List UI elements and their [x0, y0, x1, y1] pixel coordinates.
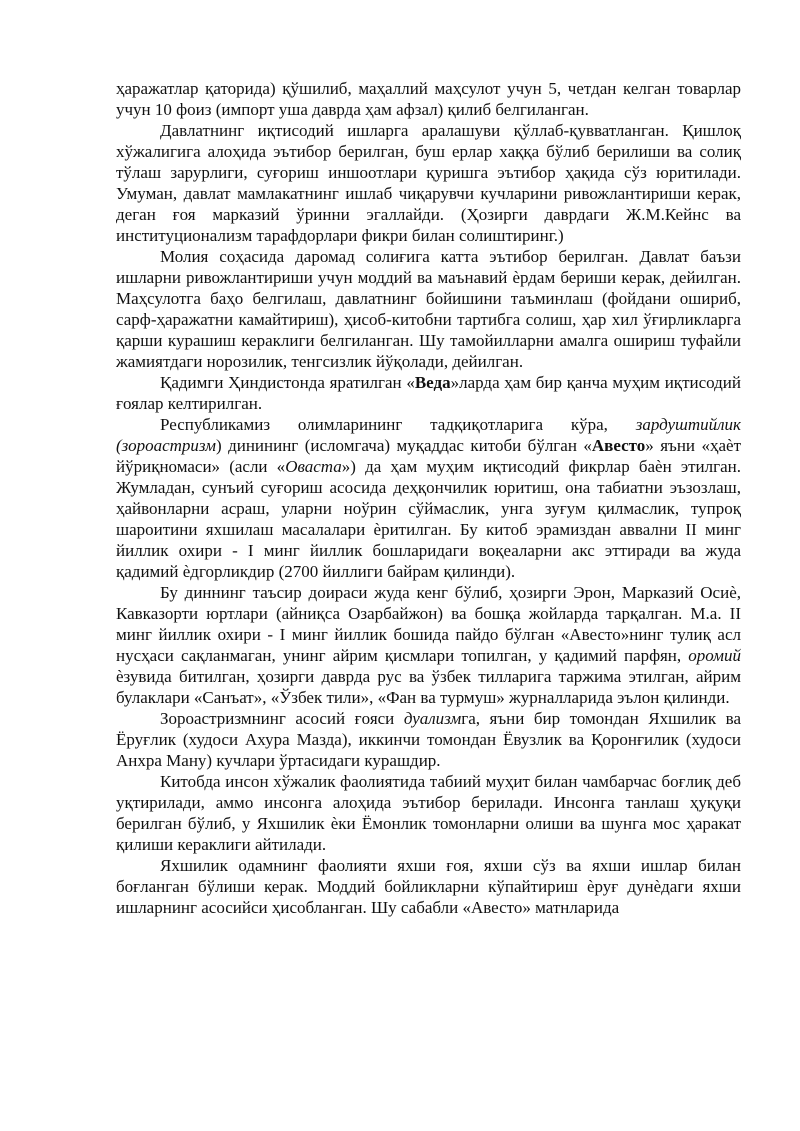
paragraph-text: Давлатнинг иқтисодий ишларга аралашуви қўллаб-қувватланган. Қишлоқ хўжалигига алоҳида эътибор берилган, буш ерлар хаққа бўлиб берилиши ва солиқ тўлаш зарурлиги, суғориш иншоотлари қуришга эътибор ҳақида сўз юритилади. Умуман, давлат мамлакатнинг ишлаб чиқарувчи кучларини ривожлантириши керак, деган ғоя марказий ўринни эгаллайди. (Ҳозирги даврдаги Ж.М.Кейнс ва институционализм тарафдорлари фикри билан солиштиринг.): [116, 121, 741, 245]
paragraph-2: [116, 120, 741, 246]
paragraph-8: [116, 771, 741, 855]
paragraph-7: [116, 708, 741, 771]
paragraph-text: га, яъни бир томондан Яхшилик ва Ёруғлик (худоси Ахура Мазда), иккинчи томондан Ёвузлик ва Қоронғилик (худоси Анхра Ману) кучлари ўртасидаги курашдир.: [116, 709, 741, 770]
paragraph-text: Молия соҳасида даромад солиғига катта эътибор берилган. Давлат баъзи ишларни ривожлантириши учун моддий ва маънавий ѐрдам бериши керак, дейилган. Маҳсулотга баҳо белгилаш, давлатнинг бойишини таъминлаш (фойдани ошириб, сарф-ҳаражатни камайтириш), ҳисоб-китобни тартибга солиш, ҳар хил ўғирликларга қарши курашиш кераклиги белгиланган. Шу тамойилларни амалга ошириш туфайли жамиятдаги норозилик, тенгсизлик йўқолади, дейилган.: [116, 247, 741, 371]
paragraph-text: ҳаражатлар қаторида) қўшилиб, маҳаллий маҳсулот учун 5, четдан келган товарлар учун 10 фоиз (импорт уша даврда ҳам афзал) қилиб белгиланган.: [116, 79, 741, 119]
bold-term-veda: Веда: [414, 373, 451, 392]
italic-term-ovasta: Оваста: [285, 457, 342, 476]
bold-term-avesta: Авесто: [591, 436, 646, 455]
paragraph-text: »ларда ҳам бир қанча муҳим иқтисодий ғоялар келтирилган.: [116, 373, 741, 413]
paragraph-1: [116, 78, 741, 120]
paragraph-text: Республикамиз олимларининг тадқиқотларига кўра,: [160, 415, 636, 434]
paragraph-text: Китобда инсон хўжалик фаолиятида табиий муҳит билан чамбарчас боғлиқ деб уқтирилади, аммо инсонга алоҳида эътибор берилади. Инсонга танлаш ҳуқуқи берилган бўлиб, у Яхшилик ѐки Ёмонлик томонларни олиши ва шунга мос ҳаракат қилиши кераклиги айтилади.: [116, 772, 741, 854]
paragraph-text: ) динининг (исломгача) муқаддас китоби бўлган «: [215, 436, 592, 455]
paragraph-text: Қадимги Ҳиндистонда яратилган «: [160, 373, 415, 392]
paragraph-5: [116, 414, 741, 582]
italic-term-dualism: дуализм: [403, 709, 462, 728]
italic-term-aramaic: оромий: [688, 646, 741, 665]
paragraph-3: [116, 246, 741, 372]
paragraph-text: Яхшилик одамнинг фаолияти яхши ғоя, яхши сўз ва яхши ишлар билан боғланган бўлиши керак. Моддий бойликларни кўпайтириш ѐруғ дунѐдаги яхши ишларнинг асосийси ҳисобланган. Шу сабабли «Авесто» матнларида: [116, 856, 741, 917]
paragraph-text: Бу диннинг таъсир доираси жуда кенг бўлиб, ҳозирги Эрон, Марказий Осиѐ, Кавказорти юртлари (айниқса Озарбайжон) ва бошқа жойларда тарқалган. М.а. II минг йиллик охири - I минг йиллик бошида пайдо бўлган «Авесто»нинг тулиқ асл нусҳаси сақланмаган, унинг айрим қисмлари топилган, у қадимий парфян,: [116, 583, 741, 665]
italic-term-zoroastrianism: зардуштийлик (зороастризм: [116, 415, 741, 455]
paragraph-6: [116, 582, 741, 708]
paragraph-4: [116, 372, 741, 414]
paragraph-text: ») да ҳам муҳим иқтисодий фикрлар баѐн этилган. Жумладан, сунъий суғориш асосида деҳқончилик юритиш, она табиатни эъзозлаш, ҳайвонларни асраш, уларни ноўрин сўймаслик, унга зуғум қилмаслик, тупроқ шароитини яхшилаш масалалари ѐритилган. Бу китоб эрамиздан аввални II минг йиллик охири - I минг йиллик бошларидаги воқеаларни акс эттиради ва жуда қадимий ѐдгорликдир (2700 йиллиги байрам қилинди).: [116, 457, 741, 581]
paragraph-9: [116, 855, 741, 918]
document-page: [116, 78, 741, 918]
paragraph-text: » яъни «ҳаѐт йўриқномаси» (асли «: [116, 436, 741, 476]
paragraph-text: ѐзувида битилган, ҳозирги даврда рус ва ўзбек тилларига таржима этилган, айрим булаклари «Санъат», «Ўзбек тили», «Фан ва турмуш» журналларида эълон қилинди.: [116, 667, 741, 707]
paragraph-text: Зороастризмнинг асосий ғояси: [160, 709, 404, 728]
